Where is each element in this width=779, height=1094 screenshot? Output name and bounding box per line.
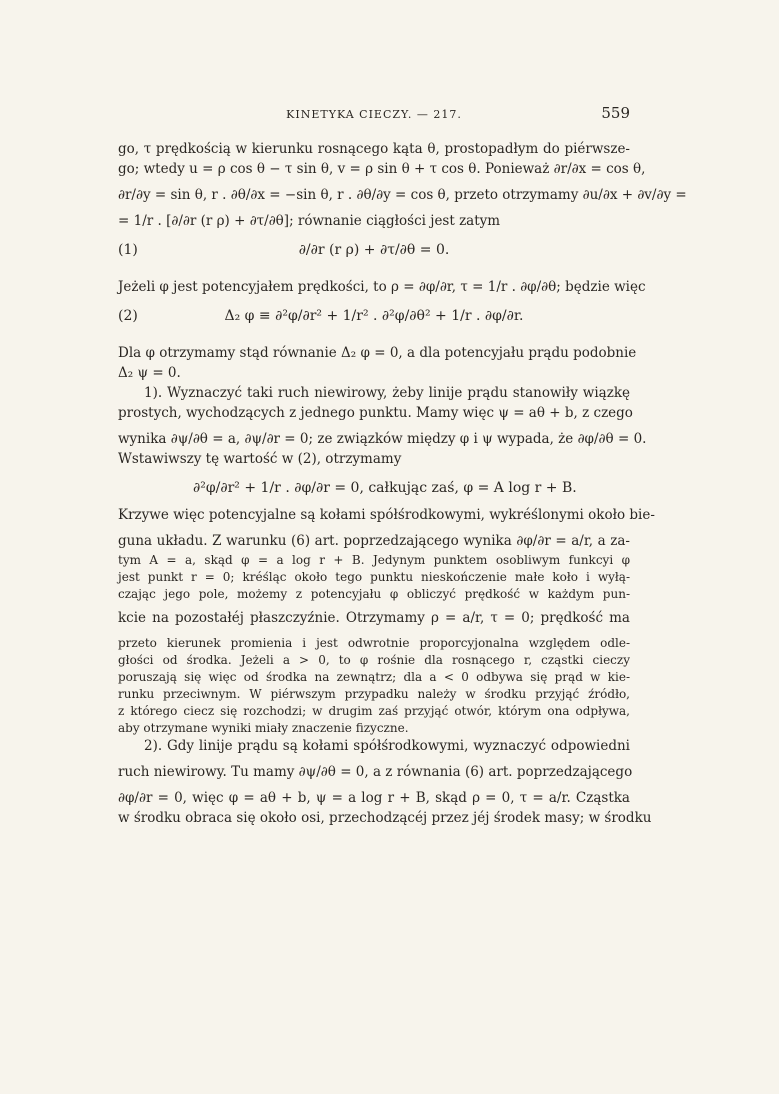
text-line: głości od środka. Jeżeli a > 0, to φ rośnie dla rosnącego r, cząstki cieczy bbox=[118, 653, 630, 667]
text-line: Dla φ otrzymamy stąd równanie Δ₂ φ = 0, a dla potencyjału prądu podobnie bbox=[118, 345, 637, 361]
equation-2 bbox=[118, 298, 630, 334]
text-line: go; wtedy u = ρ cos θ − τ sin θ, v = ρ sin θ + τ cos θ. Ponieważ ∂r/∂x = cos θ, bbox=[118, 161, 646, 177]
text-line: prostych, wychodzących z jednego punktu. Mamy więc ψ = aθ + b, z czego bbox=[118, 405, 633, 421]
text-line: = 1/r . [∂/∂r (r ρ) + ∂τ/∂θ]; równanie ciągłości jest zatym bbox=[118, 213, 501, 229]
equation-number: (1) bbox=[118, 242, 138, 258]
text-line: go, τ prędkością w kierunku rosnącego kąta θ, prostopadłym do piérwsze- bbox=[118, 141, 630, 157]
text-line: Δ₂ ψ = 0. bbox=[118, 365, 181, 381]
running-head: KINETYKA CIECZY. — 217. bbox=[286, 108, 462, 121]
text-line: jest punkt r = 0; kréśląc około tego punktu nieskończenie małe koło i wyłą- bbox=[118, 570, 630, 584]
text-line: w środku obraca się około osi, przechodzącéj przez jéj środek masy; w środku bbox=[118, 810, 652, 826]
equation-body: ∂/∂r (r ρ) + ∂τ/∂θ = 0. bbox=[298, 242, 450, 258]
text-line: aby otrzymane wyniki miały znaczenie fizyczne. bbox=[118, 721, 409, 735]
equation-1 bbox=[118, 232, 630, 268]
text-line: Krzywe więc potencyjalne są kołami spółśrodkowymi, wykréślonymi około bie- bbox=[118, 507, 655, 523]
page-number: 559 bbox=[601, 104, 630, 122]
text-line: przeto kierunek promienia i jest odwrotnie proporcyjonalna względem odle- bbox=[118, 636, 630, 650]
text-line: tym A = a, skąd φ = a log r + B. Jedynym punktem osobliwym funkcyi φ bbox=[118, 553, 630, 567]
text-line: wynika ∂ψ/∂θ = a, ∂ψ/∂r = 0; ze związków między φ i ψ wypada, że ∂φ/∂θ = 0. bbox=[118, 431, 647, 447]
text-line: czając jego pole, możemy z potencyjału φ obliczyć prędkość w każdym pun- bbox=[118, 587, 630, 601]
equation-3: ∂²φ/∂r² + 1/r . ∂φ/∂r = 0, całkując zaś, φ = A log r + B. bbox=[193, 480, 577, 496]
text-line: ∂r/∂y = sin θ, r . ∂θ/∂x = −sin θ, r . ∂θ/∂y = cos θ, przeto otrzymamy ∂u/∂x + ∂v/∂y = bbox=[118, 187, 687, 203]
text-line: poruszają się więc od środka na zewnątrz; dla a < 0 odbywa się prąd w kie- bbox=[118, 670, 630, 684]
text-line: 2). Gdy linije prądu są kołami spółśrodkowymi, wyznaczyć odpowiedni bbox=[144, 738, 630, 754]
text-line: guna układu. Z warunku (6) art. poprzedzającego wynika ∂φ/∂r = a/r, a za- bbox=[118, 533, 630, 549]
text-line: z którego ciecz się rozchodzi; w drugim zaś przyjąć otwór, którym ona odpływa, bbox=[118, 704, 630, 718]
equation-body: Δ₂ φ ≡ ∂²φ/∂r² + 1/r² . ∂²φ/∂θ² + 1/r . ∂φ/∂r. bbox=[224, 308, 524, 324]
page-body bbox=[118, 140, 687, 829]
text-line: 1). Wyznaczyć taki ruch niewirowy, żeby linije prądu stanowiły wiązkę bbox=[144, 385, 630, 401]
page-header bbox=[118, 104, 630, 126]
text-line: Wstawiwszy tę wartość w (2), otrzymamy bbox=[118, 451, 402, 467]
text-line: kcie na pozostałéj płaszczyźnie. Otrzymamy ρ = a/r, τ = 0; prędkość ma bbox=[118, 610, 630, 626]
text-line: runku przeciwnym. W piérwszym przypadku należy w środku przyjąć źródło, bbox=[118, 687, 630, 701]
text-line: Jeżeli φ jest potencyjałem prędkości, to ρ = ∂φ/∂r, τ = 1/r . ∂φ/∂θ; będzie więc bbox=[118, 279, 646, 295]
equation-number: (2) bbox=[118, 308, 138, 324]
text-line: ∂φ/∂r = 0, więc φ = aθ + b, ψ = a log r + B, skąd ρ = 0, τ = a/r. Cząstka bbox=[118, 790, 630, 806]
text-line: ruch niewirowy. Tu mamy ∂ψ/∂θ = 0, a z równania (6) art. poprzedzającego bbox=[118, 764, 633, 780]
